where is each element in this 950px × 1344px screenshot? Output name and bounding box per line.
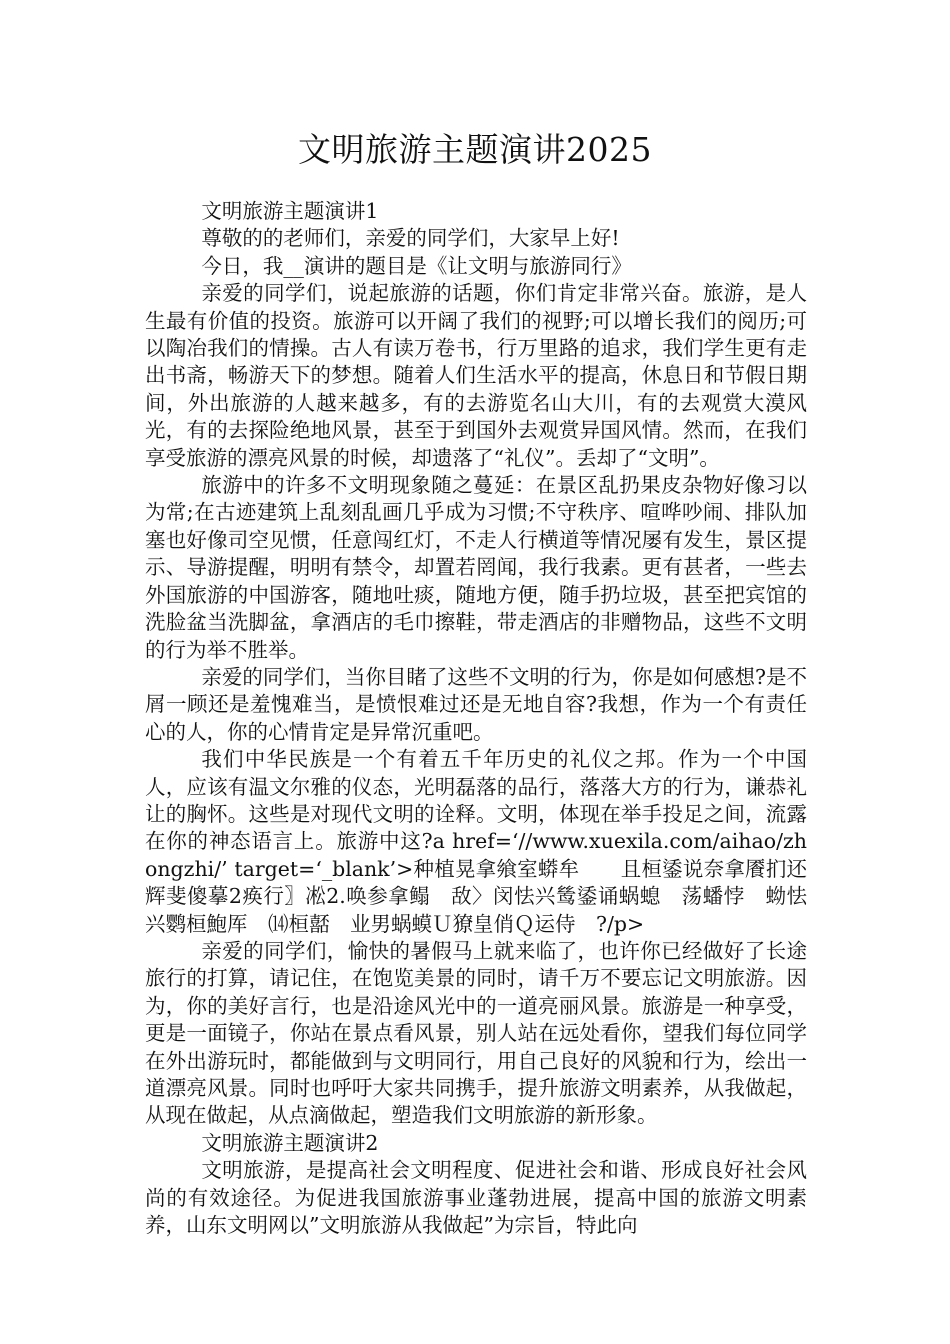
body-paragraph: 亲爱的同学们，说起旅游的话题，你们肯定非常兴奋。旅游，是人生最有价值的投资。旅游可以开阔了我们的视野;可以增长我们的阅历;可以陶冶我们的情操。古人有读万卷书，行万里路的追求，我们学生更有走出书斋，畅游天下的梦想。随着人们生活水平的提高，休息日和节假日期间，外出旅游的人越来越多，有的去游览名山大川，有的去观赏大漠风光，有的去探险绝地风景，甚至于到国外去观赏异国风情。然而，在我们享受旅游的漂亮风景的时候，却遗落了“礼仪”。丢却了“文明”。 xyxy=(145,281,807,470)
topic-paragraph: 今日，我__演讲的题目是《让文明与旅游同行》 xyxy=(201,253,632,278)
document-title: 文明旅游主题演讲2025 xyxy=(298,130,652,169)
section-heading-1: 文明旅游主题演讲1 xyxy=(201,199,379,223)
document-body xyxy=(145,198,807,1239)
greeting-paragraph: 尊敬的的老师们，亲爱的同学们，大家早上好! xyxy=(201,226,620,251)
body-paragraph: 旅游中的许多不文明现象随之蔓延：在景区乱扔果皮杂物好像习以为常;在古迹建筑上乱刻乱画几乎成为习惯;不守秩序、喧哗吵闹、排队加塞也好像司空见惯，任意闯红灯，不走人行横道等情况屡有发生，景区提示、导游提醒，明明有禁令，却置若罔闻，我行我素。更有甚者，一些去外国旅游的中国游客，随地吐痰，随地方便，随手扔垃圾，甚至把宾馆的洗脸盆当洗脚盆，拿酒店的毛巾擦鞋，带走酒店的非赠物品，这些不文明的行为举不胜举。 xyxy=(145,473,807,662)
section-heading-2: 文明旅游主题演讲2 xyxy=(201,1130,379,1155)
body-paragraph: 文明旅游，是提高社会文明程度、促进社会和谐、形成良好社会风尚的有效途径。为促进我国旅游事业蓬勃进展，提高中国的旅游文明素养，山东文明网以”文明旅游从我做起”为宗旨，特此向 xyxy=(145,1158,807,1238)
body-paragraph: 亲爱的同学们，当你目睹了这些不文明的行为，你是如何感想?是不屑一顾还是羞愧难当，是愤恨难过还是无地自容?我想，作为一个有责任心的人，你的心情肯定是异常沉重吧。 xyxy=(145,664,807,744)
body-paragraph: 我们中华民族是一个有着五千年历史的礼仪之邦。作为一个中国人，应该有温文尔雅的仪态，光明磊落的品行，落落大方的行为，谦恭礼让的胸怀。这些是对现代文明的诠释。文明，体现在举手投足之间，流露在你的神态语言上。旅游中这?a href=‘//www.xuexila.com/aihao/zhongzhi/’ target=‘_blank’>种植晃拿飨室蟒牟 且桓鋈说奈拿餍扪还辉斐傻摹2痪行〗凇2.唤参拿鳎 敌〉闵怯兴鸶鋈诵蜗螅 荡蟠悖 蚴怯兴鹦桓鮑厍 ⒁桓嚭 业男蜗蟆Ｕ獠皇俏Ｑ运侍 ?/p> xyxy=(145,747,807,936)
body-paragraph: 亲爱的同学们，愉快的暑假马上就来临了，也许你已经做好了长途旅行的打算，请记住，在饱览美景的同时，请千万不要忘记文明旅游。因为，你的美好言行，也是沿途风光中的一道亮丽风景。旅游是一种享受，更是一面镜子，你站在景点看风景，别人站在远处看你，望我们每位同学在外出游玩时，都能做到与文明同行，用自己良好的风貌和行为，绘出一道漂亮风景。同时也呼吁大家共同携手，提升旅游文明素养，从我做起，从现在做起，从点滴做起，塑造我们文明旅游的新形象。 xyxy=(145,938,807,1128)
